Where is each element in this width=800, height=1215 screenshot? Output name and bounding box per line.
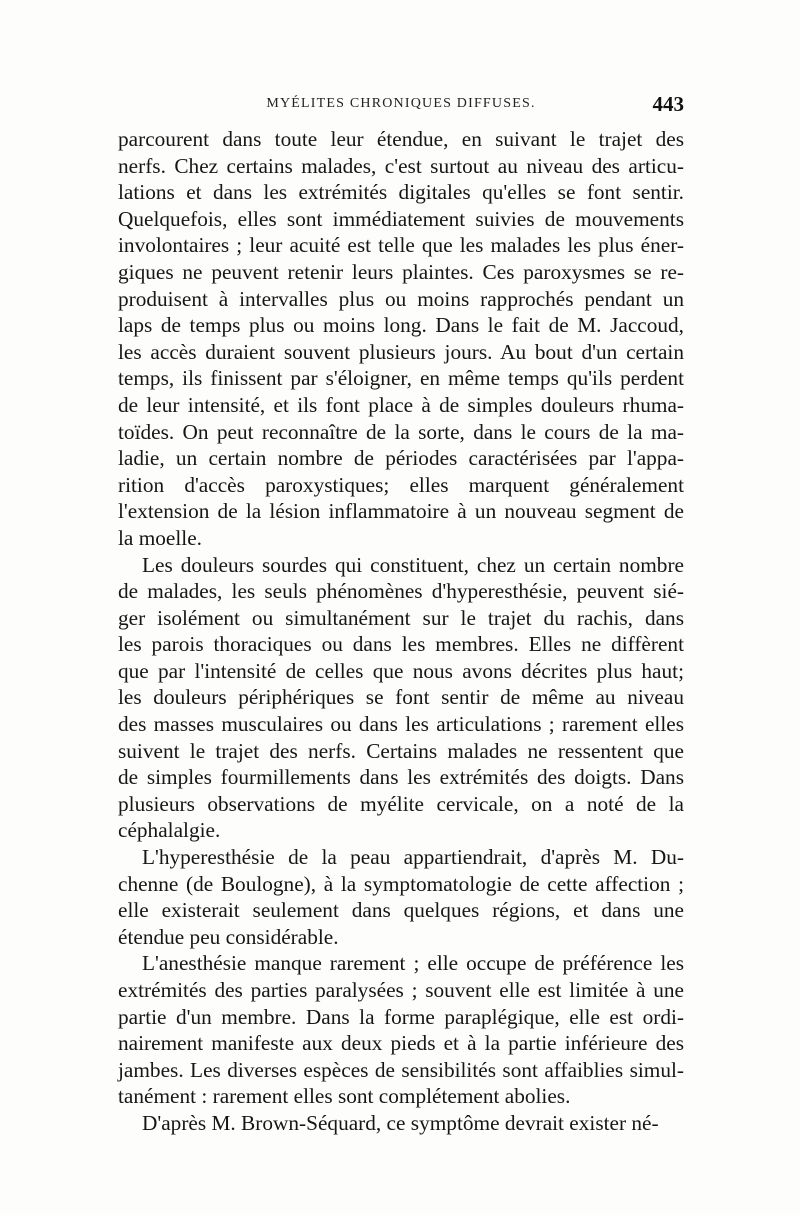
text-line: Quelquefois, elles sont immédiatement suivies de mouvements [118,206,684,231]
text-line: produisent à intervalles plus ou moins rapprochés pendant un [118,286,684,311]
text-line: les douleurs périphériques se font sentir de même au niveau [118,685,684,710]
text-line: la moelle. [118,525,202,550]
text-line: toïdes. On peut reconnaître de la sorte, dans le cours de la ma- [118,419,684,444]
text-line: lations et dans les extrémités digitales qu'elles se font sentir. [118,180,684,205]
text-line: Les douleurs sourdes qui constituent, chez un certain nombre [142,552,684,577]
text-line: jambes. Les diverses espèces de sensibilités sont affaiblies simul- [118,1057,684,1082]
text-line: parcourent dans toute leur étendue, en suivant le trajet des [118,127,684,151]
text-line: plusieurs observations de myélite cervicale, on a noté de la [118,791,684,816]
text-line: céphalalgie. [118,818,221,843]
text-line: L'anesthésie manque rarement ; elle occupe de préférence les [142,951,684,976]
text-line: elle existerait seulement dans quelques régions, et dans une [118,898,684,923]
text-line: tanément : rarement elles sont complétement abolies. [118,1084,571,1109]
text-line: laps de temps plus ou moins long. Dans le fait de M. Jaccoud, [118,313,684,338]
text-line: les accès duraient souvent plusieurs jours. Au bout d'un certain [118,339,684,364]
text-line: partie d'un membre. Dans la forme paraplégique, elle est ordi- [118,1004,684,1029]
text-line: involontaires ; leur acuité est telle que les malades les plus éner- [118,233,684,258]
text-line: des masses musculaires ou dans les articulations ; rarement elles [118,712,684,737]
text-line: chenne (de Boulogne), à la symptomatologie de cette affection ; [118,871,684,896]
text-line: nerfs. Chez certains malades, c'est surtout au niveau des articu- [118,153,684,178]
text-line: suivent le trajet des nerfs. Certains malades ne ressentent que [118,738,684,763]
text-line: temps, ils finissent par s'éloigner, en même temps qu'ils perdent [118,366,684,391]
text-line: nairement manifeste aux deux pieds et à la partie inférieure des [118,1031,684,1056]
text-line: L'hyperesthésie de la peau appartiendrait, d'après M. Du- [142,845,684,870]
text-line: étendue peu considérable. [118,924,339,949]
text-line: rition d'accès paroxystiques; elles marquent généralement [118,472,684,497]
page-number: 443 [652,92,684,116]
text-line: extrémités des parties paralysées ; souvent elle est limitée à une [118,978,684,1002]
text-line: de malades, les seuls phénomènes d'hyperesthésie, peuvent sié- [118,579,684,604]
text-line: ger isolément ou simultanément sur le trajet du rachis, dans [118,605,684,630]
text-line: que par l'intensité de celles que nous avons décrites plus haut; [118,658,684,683]
text-line: D'après M. Brown-Séquard, ce symptôme devrait exister né- [142,1110,659,1135]
text-line: de leur intensité, et ils font place à de simples douleurs rhuma- [118,392,684,417]
text-line: les parois thoraciques ou dans les membres. Elles ne diffèrent [118,632,684,657]
running-title: MYÉLITES CHRONIQUES DIFFUSES. [266,96,536,111]
text-line: ladie, un certain nombre de périodes caractérisées par l'appa- [118,446,684,471]
text-line: l'extension de la lésion inflammatoire à un nouveau segment de [118,499,684,524]
running-head [118,92,684,122]
body-text [118,126,684,1137]
text-line: giques ne peuvent retenir leurs plaintes. Ces paroxysmes se re- [118,259,684,284]
text-line: de simples fourmillements dans les extrémités des doigts. Dans [118,765,684,790]
